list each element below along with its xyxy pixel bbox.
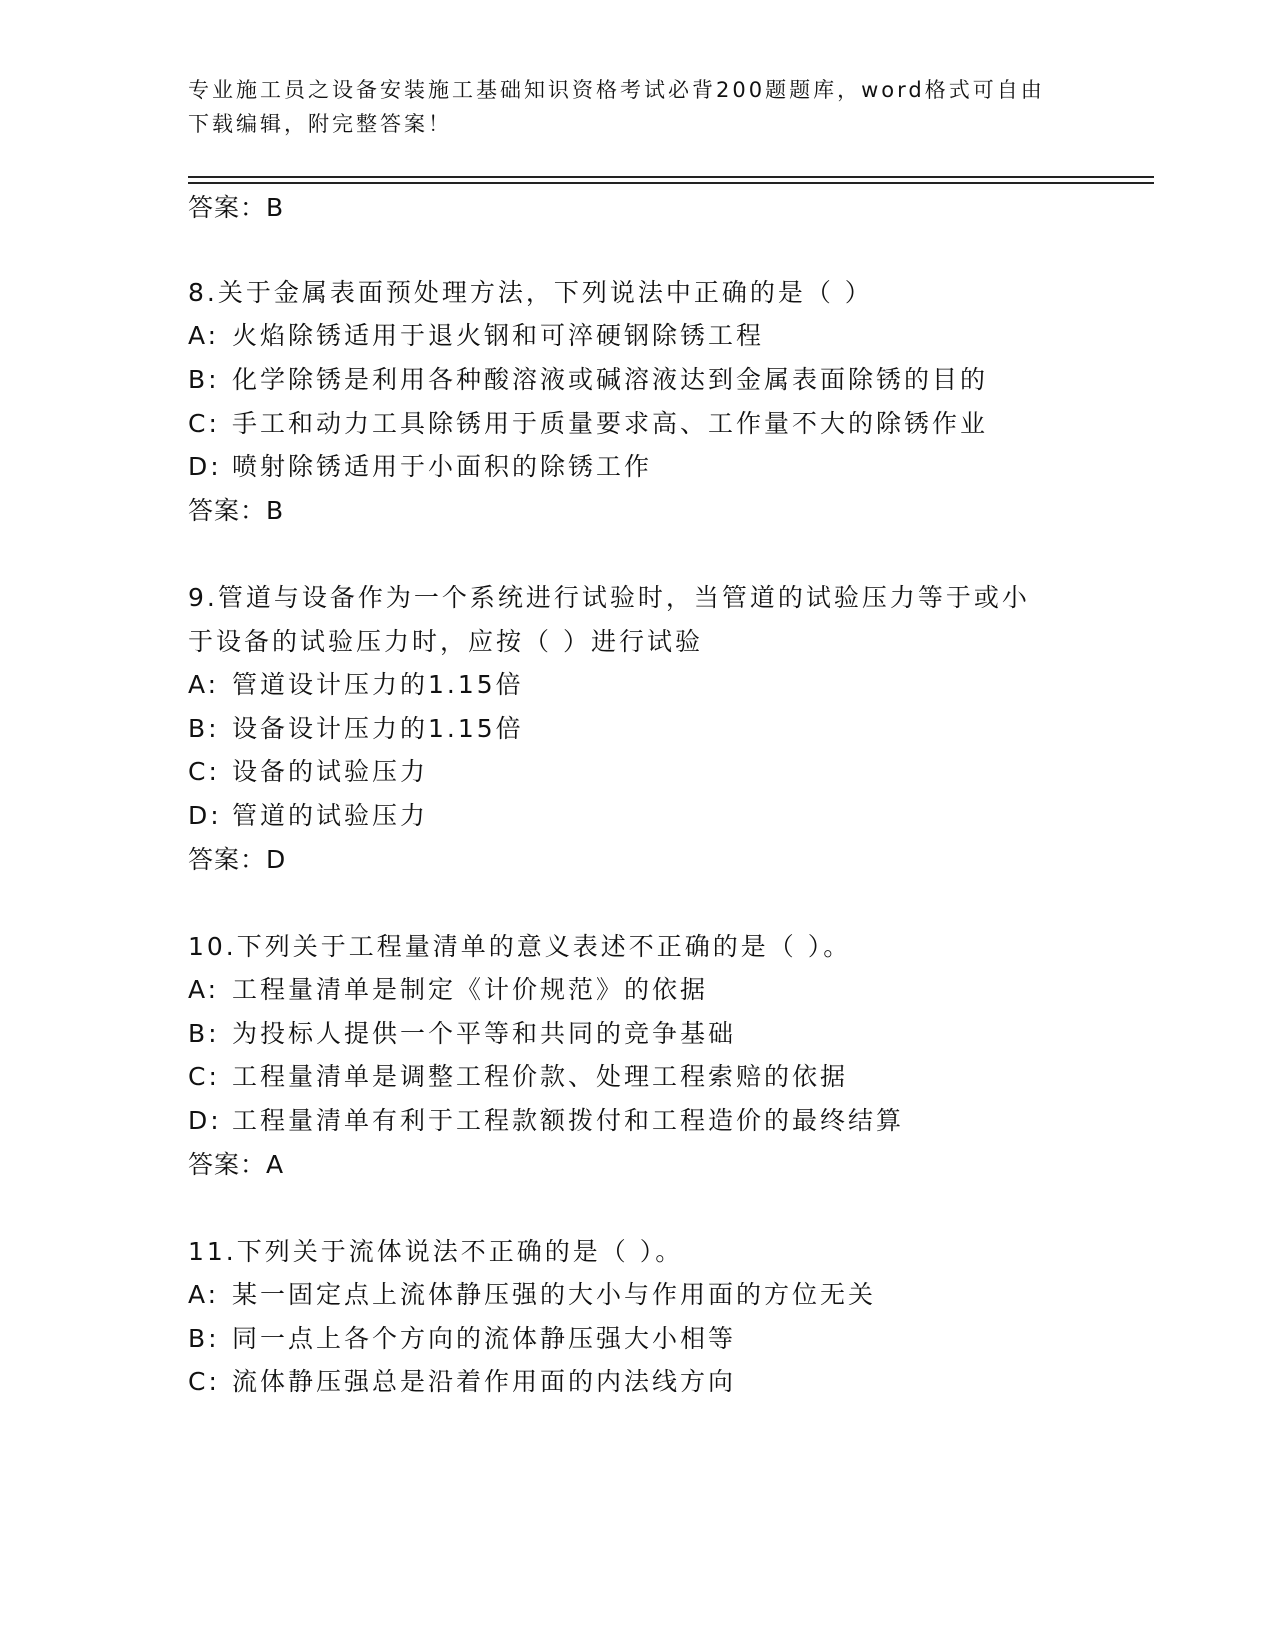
option-d — [188, 449, 652, 485]
option-letter: B: — [188, 1324, 220, 1353]
option-a — [188, 1277, 876, 1313]
header-divider-top — [188, 176, 1154, 178]
option-text: 管道设计压力的1.15倍 — [232, 670, 524, 699]
option-text: 流体静压强总是沿着作用面的内法线方向 — [232, 1367, 737, 1396]
option-text: 同一点上各个方向的流体静压强大小相等 — [232, 1324, 737, 1353]
option-letter: B: — [188, 1019, 220, 1048]
answer-line: 答案：B — [188, 496, 285, 525]
option-letter: C: — [188, 1062, 220, 1091]
option-b — [188, 1016, 736, 1052]
option-text: 某一固定点上流体静压强的大小与作用面的方位无关 — [232, 1280, 877, 1309]
option-c — [188, 1059, 848, 1095]
option-c — [188, 406, 988, 442]
question-stem: 8.关于金属表面预处理方法，下列说法中正确的是（ ） — [188, 278, 873, 307]
option-d — [188, 798, 428, 834]
option-letter: D: — [188, 452, 222, 481]
option-letter: B: — [188, 714, 220, 743]
option-text: 工程量清单是调整工程价款、处理工程索赔的依据 — [232, 1062, 849, 1091]
option-letter: D: — [188, 1106, 222, 1135]
question-stem: 11.下列关于流体说法不正确的是（ ）。 — [188, 1237, 684, 1266]
option-d — [188, 1103, 904, 1139]
option-letter: C: — [188, 757, 220, 786]
option-text: 火焰除锈适用于退火钢和可淬硬钢除锈工程 — [232, 321, 765, 350]
option-letter: A: — [188, 1280, 220, 1309]
option-letter: C: — [188, 409, 220, 438]
option-text: 设备设计压力的1.15倍 — [232, 714, 524, 743]
answer-line: 答案：A — [188, 1150, 285, 1179]
option-text: 手工和动力工具除锈用于质量要求高、工作量不大的除锈作业 — [232, 409, 989, 438]
document-header-line-2: 下载编辑，附完整答案！ — [188, 112, 452, 136]
question-stem: 10.下列关于工程量清单的意义表述不正确的是（ ）。 — [188, 932, 852, 961]
option-a — [188, 667, 524, 703]
option-text: 为投标人提供一个平等和共同的竞争基础 — [232, 1019, 737, 1048]
option-a — [188, 972, 708, 1008]
option-b — [188, 362, 988, 398]
option-c — [188, 1364, 736, 1400]
answer-line: 答案：D — [188, 845, 287, 874]
option-text: 化学除锈是利用各种酸溶液或碱溶液达到金属表面除锈的目的 — [232, 365, 989, 394]
option-letter: A: — [188, 975, 220, 1004]
option-text: 设备的试验压力 — [232, 757, 429, 786]
question-stem-continued: 于设备的试验压力时，应按（ ）进行试验 — [188, 627, 703, 656]
option-text: 工程量清单是制定《计价规范》的依据 — [232, 975, 709, 1004]
option-letter: D: — [188, 801, 222, 830]
option-text: 管道的试验压力 — [232, 801, 429, 830]
option-letter: B: — [188, 365, 220, 394]
option-text: 喷射除锈适用于小面积的除锈工作 — [232, 452, 653, 481]
answer-line: 答案：B — [188, 193, 285, 222]
header-divider-bottom — [188, 182, 1154, 184]
option-b — [188, 711, 524, 747]
option-letter: A: — [188, 670, 220, 699]
option-c — [188, 754, 428, 790]
option-b — [188, 1321, 736, 1357]
option-letter: A: — [188, 321, 220, 350]
option-a — [188, 318, 764, 354]
option-text: 工程量清单有利于工程款额拨付和工程造价的最终结算 — [232, 1106, 905, 1135]
document-header-line-1: 专业施工员之设备安装施工基础知识资格考试必背200题题库，word格式可自由 — [188, 78, 1045, 102]
option-letter: C: — [188, 1367, 220, 1396]
question-stem: 9.管道与设备作为一个系统进行试验时，当管道的试验压力等于或小 — [188, 583, 1030, 612]
